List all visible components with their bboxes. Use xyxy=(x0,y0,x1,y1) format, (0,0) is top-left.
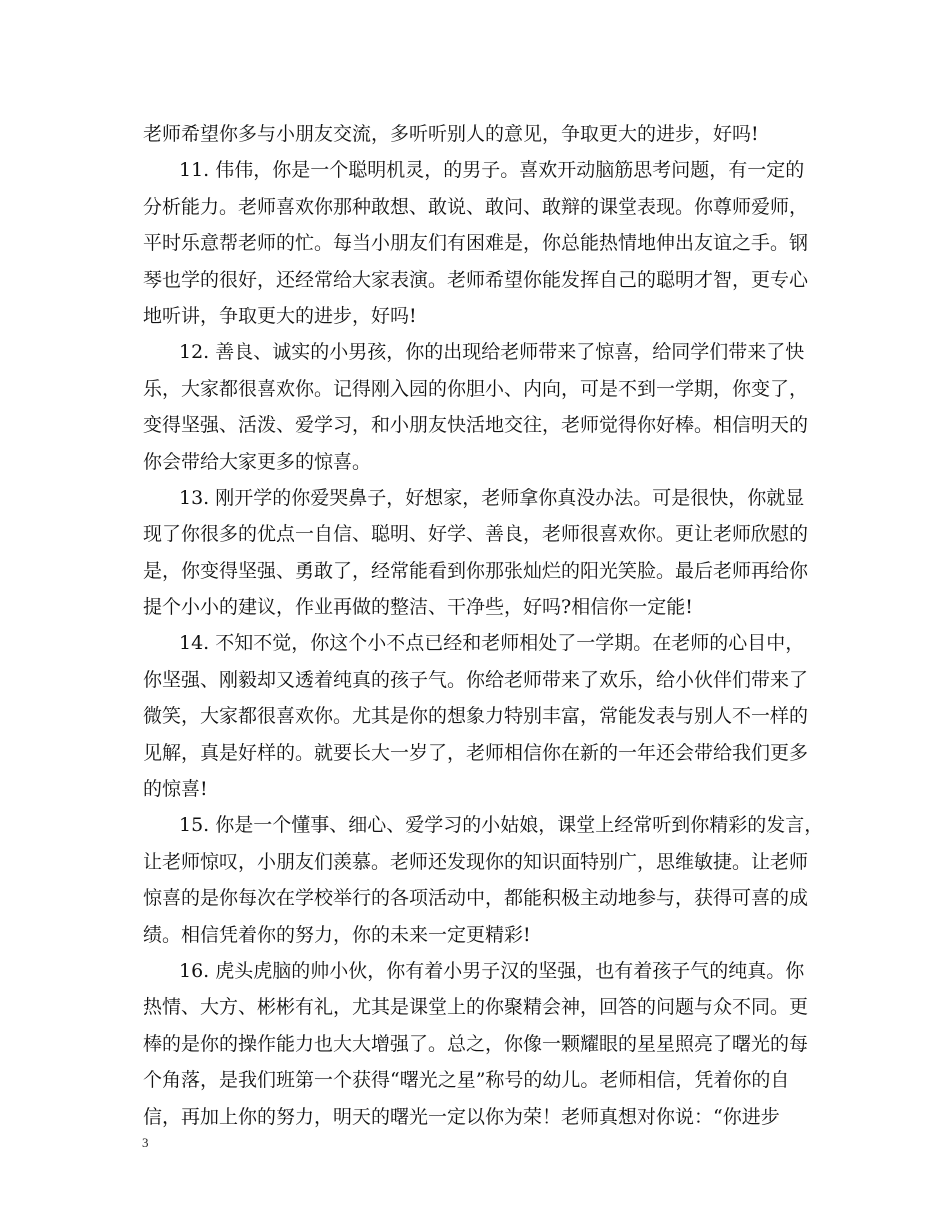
text-line: 琴也学的很好，还经常给大家表演。老师希望你能发挥自己的聪明才智，更专心 xyxy=(143,268,809,291)
text-line: 分析能力。老师喜欢你那种敢想、敢说、敢问、敢辩的课堂表现。你尊师爱师， xyxy=(143,195,809,218)
text-line: 棒的是你的操作能力也大大增强了。总之，你像一颗耀眼的星星照亮了曙光的每 xyxy=(143,1032,809,1055)
text-line: 微笑，大家都很喜欢你。尤其是你的想象力特别丰富，常能发表与别人不一样的 xyxy=(143,705,809,728)
text-line: 热情、大方、彬彬有礼，尤其是课堂上的你聚精会神，回答的问题与众不同。更 xyxy=(143,996,809,1019)
text-line: 地听讲，争取更大的进步，好吗! xyxy=(143,304,417,327)
text-line: 提个小小的建议，作业再做的整洁、干净些，好吗?相信你一定能! xyxy=(143,596,693,619)
text-line: 你坚强、刚毅却又透着纯真的孩子气。你给老师带来了欢乐，给小伙伴们带来了 xyxy=(143,668,809,691)
paragraph-first-line: 12. 善良、诚实的小男孩，你的出现给老师带来了惊喜，给同学们带来了快 xyxy=(179,341,805,364)
text-line: 绩。相信凭着你的努力，你的未来一定更精彩! xyxy=(143,923,531,946)
paragraph-first-line: 14. 不知不觉，你这个小不点已经和老师相处了一学期。在老师的心目中， xyxy=(179,632,805,655)
text-line: 你会带给大家更多的惊喜。 xyxy=(143,450,372,473)
document-body xyxy=(143,116,823,1135)
text-line: 的惊喜! xyxy=(143,778,208,801)
text-line: 变得坚强、活泼、爱学习，和小朋友快活地交往，老师觉得你好棒。相信明天的 xyxy=(143,414,809,437)
text-line: 信，再加上你的努力，明天的曙光一定以你为荣！老师真想对你说：“你进步 xyxy=(143,1105,780,1128)
text-line: 个角落，是我们班第一个获得“曙光之星”称号的幼儿。老师相信，凭着你的自 xyxy=(143,1069,790,1092)
text-line: 现了你很多的优点一自信、聪明、好学、善良，老师很喜欢你。更让老师欣慰的 xyxy=(143,523,809,546)
text-line: 是，你变得坚强、勇敢了，经常能看到你那张灿烂的阳光笑脸。最后老师再给你 xyxy=(143,559,809,582)
text-line: 老师希望你多与小朋友交流，多听听别人的意见，争取更大的进步，好吗! xyxy=(143,123,759,145)
paragraph-first-line: 13. 刚开学的你爱哭鼻子，好想家，老师拿你真没办法。可是很快，你就显 xyxy=(179,486,805,509)
page-number: 3 xyxy=(142,1135,149,1150)
text-line: 平时乐意帮老师的忙。每当小朋友们有困难是，你总能热情地伸出友谊之手。钢 xyxy=(143,232,809,255)
text-line: 乐，大家都很喜欢你。记得刚入园的你胆小、内向，可是不到一学期，你变了， xyxy=(143,377,809,400)
paragraph-first-line: 11. 伟伟，你是一个聪明机灵，的男子。喜欢开动脑筋思考问题，有一定的 xyxy=(179,159,805,182)
paragraph-first-line: 16. 虎头虎脑的帅小伙，你有着小男子汉的坚强，也有着孩子气的纯真。你 xyxy=(179,959,805,982)
text-line: 惊喜的是你每次在学校举行的各项活动中，都能积极主动地参与，获得可喜的成 xyxy=(143,887,809,910)
paragraph-first-line: 15. 你是一个懂事、细心、爱学习的小姑娘，课堂上经常听到你精彩的发言， xyxy=(179,814,823,837)
text-line: 见解，真是好样的。就要长大一岁了，老师相信你在新的一年还会带给我们更多 xyxy=(143,741,809,764)
text-line: 让老师惊叹，小朋友们羡慕。老师还发现你的知识面特别广，思维敏捷。让老师 xyxy=(143,850,809,873)
